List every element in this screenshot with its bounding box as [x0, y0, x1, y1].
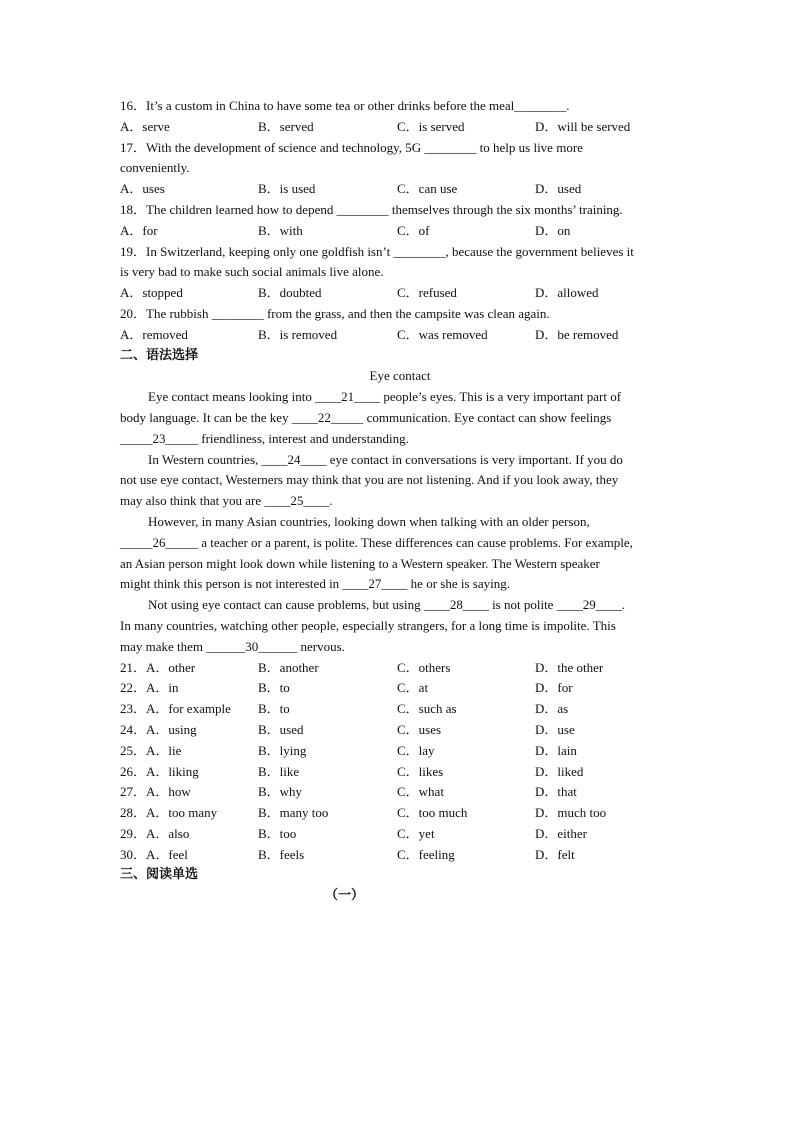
mc-question-20	[120, 304, 680, 346]
option-d: D．lain	[535, 742, 577, 758]
option-d: D．use	[535, 721, 575, 737]
option-b: B．is used	[258, 181, 316, 197]
question-number: 22．	[120, 680, 147, 696]
passage-line: may make them ______30______ nervous.	[120, 638, 345, 654]
option-c: C．was removed	[397, 326, 488, 342]
passage-line: might think this person is not interested in ____27____ he or she is saying.	[120, 576, 510, 592]
worksheet-page	[120, 96, 680, 907]
section-heading-grammar: 二、语法选择	[120, 347, 199, 363]
option-a	[120, 845, 188, 866]
option-d: D．as	[535, 701, 569, 717]
option-c: C．such as	[397, 701, 457, 717]
option-c: C．at	[397, 680, 429, 696]
option-d: D．felt	[535, 846, 575, 862]
question-number: 23．	[120, 701, 147, 717]
option-c: C．refused	[397, 285, 457, 301]
mc-question-16	[120, 96, 680, 138]
question-number: 29．	[120, 825, 147, 841]
passage-line: In many countries, watching other people, especially strangers, for a long time is impolite. This	[120, 617, 616, 633]
passage-line: body language. It can be the key ____22_____ communication. Eye contact can show feelings	[120, 409, 612, 425]
option-c: C．is served	[397, 118, 465, 134]
question-stem: 18．The children learned how to depend ________ themselves through the six months’ training.	[120, 201, 623, 217]
option-text: A．in	[146, 680, 179, 696]
option-text: A．for example	[146, 701, 231, 717]
grammar-question-row	[120, 762, 680, 783]
option-text: A．too many	[146, 805, 218, 821]
option-a	[120, 824, 189, 845]
passage-line: may also think that you are ____25____.	[120, 493, 333, 509]
option-text: A．feel	[146, 846, 188, 862]
question-number: 26．	[120, 763, 147, 779]
option-b: B．another	[258, 659, 319, 675]
option-b: B．is removed	[258, 326, 338, 342]
options-row	[120, 117, 680, 138]
option-d: D．that	[535, 784, 577, 800]
options-row	[120, 221, 680, 242]
grammar-question-row	[120, 782, 680, 803]
option-a	[120, 720, 197, 741]
question-stem: 17．With the development of science and technology, 5G ________ to help us live more	[120, 139, 583, 155]
option-b: B．too	[258, 825, 297, 841]
grammar-question-row	[120, 845, 680, 866]
mc-question-19	[120, 242, 680, 304]
mc-question-17	[120, 138, 680, 200]
option-a	[120, 803, 217, 824]
option-d: D．on	[535, 222, 571, 238]
option-d: D．either	[535, 825, 587, 841]
question-number: 30．	[120, 846, 147, 862]
grammar-question-row	[120, 658, 680, 679]
option-a: A．uses	[120, 181, 165, 197]
question-stem: 16．It’s a custom in China to have some tea or other drinks before the meal________.	[120, 98, 570, 113]
option-b: B．with	[258, 222, 303, 238]
question-stem: 19．In Switzerland, keeping only one goldfish isn’t ________, because the government believes it	[120, 243, 634, 259]
question-stem-continued: conveniently.	[120, 160, 190, 176]
option-a: A．for	[120, 222, 158, 238]
options-row	[120, 179, 680, 200]
option-a	[120, 741, 181, 762]
option-c: C．what	[397, 784, 444, 800]
reading-subsection-label: （一）	[325, 888, 365, 904]
option-d: D．used	[535, 181, 582, 197]
question-stem-continued: is very bad to make such social animals live alone.	[120, 264, 384, 280]
option-c: C．yet	[397, 825, 435, 841]
option-b: B．feels	[258, 846, 305, 862]
grammar-answer-options	[120, 658, 680, 866]
option-c: C．others	[397, 659, 451, 675]
option-b: B．to	[258, 701, 290, 717]
option-d: D．be removed	[535, 326, 619, 342]
option-a: A．removed	[120, 326, 188, 342]
option-c: C．of	[397, 222, 430, 238]
option-d: D．allowed	[535, 285, 599, 301]
passage-line: an Asian person might look down while listening to a Western speaker. The Western speaker	[120, 555, 600, 571]
option-c: C．lay	[397, 742, 435, 758]
option-b: B．doubted	[258, 285, 322, 301]
option-b: B．lying	[258, 742, 307, 758]
options-row	[120, 325, 680, 346]
option-a: A．stopped	[120, 285, 183, 301]
mc-question-18	[120, 200, 680, 242]
question-number: 24．	[120, 721, 147, 737]
option-a: A．serve	[120, 118, 170, 134]
grammar-question-row	[120, 803, 680, 824]
option-a	[120, 658, 195, 679]
grammar-question-row	[120, 720, 680, 741]
options-row	[120, 283, 680, 304]
passage-line: Eye contact means looking into ____21____ people’s eyes. This is a very important part of	[148, 389, 622, 405]
option-text: A．liking	[146, 763, 199, 779]
grammar-question-row	[120, 824, 680, 845]
option-b: B．why	[258, 784, 303, 800]
grammar-question-row	[120, 741, 680, 762]
passage-title: Eye contact	[369, 368, 431, 384]
grammar-question-row	[120, 678, 680, 699]
option-text: A．how	[146, 784, 191, 800]
option-d: D．the other	[535, 659, 604, 675]
question-number: 25．	[120, 742, 147, 758]
option-b: B．served	[258, 118, 314, 134]
question-stem: 20．The rubbish ________ from the grass, and then the campsite was clean again.	[120, 305, 550, 321]
option-d: D．for	[535, 680, 573, 696]
option-text: A．other	[146, 659, 196, 675]
passage-body	[120, 387, 680, 657]
section-heading-reading: 三、阅读单选	[120, 867, 199, 883]
option-b: B．used	[258, 721, 304, 737]
option-a	[120, 782, 191, 803]
passage-line: _____23_____ friendliness, interest and understanding.	[120, 430, 409, 446]
option-c: C．feeling	[397, 846, 455, 862]
passage-line: However, in many Asian countries, looking down when talking with an older person,	[148, 513, 590, 529]
question-number: 21．	[120, 659, 147, 675]
option-d: D．liked	[535, 763, 584, 779]
question-number: 27．	[120, 784, 147, 800]
option-c: C．likes	[397, 763, 444, 779]
option-a	[120, 678, 179, 699]
option-c: C．too much	[397, 805, 468, 821]
option-b: B．like	[258, 763, 300, 779]
option-d: D．will be served	[535, 118, 631, 134]
option-d: D．much too	[535, 805, 607, 821]
passage-line: _____26_____ a teacher or a parent, is polite. These differences can cause problems. For example,	[120, 534, 633, 550]
option-c: C．uses	[397, 721, 442, 737]
option-b: B．many too	[258, 805, 329, 821]
option-text: A．also	[146, 825, 190, 841]
passage-line: In Western countries, ____24____ eye contact in conversations is very important. If you do	[148, 451, 623, 467]
option-b: B．to	[258, 680, 290, 696]
passage-line: Not using eye contact can cause problems, but using ____28____ is not polite ____29____.	[148, 597, 625, 613]
option-a	[120, 699, 231, 720]
question-number: 28．	[120, 805, 147, 821]
option-text: A．using	[146, 721, 197, 737]
option-c: C．can use	[397, 181, 458, 197]
option-text: A．lie	[146, 742, 182, 758]
passage-line: not use eye contact, Westerners may think that you are not listening. And if you look away, they	[120, 472, 619, 488]
grammar-question-row	[120, 699, 680, 720]
option-a	[120, 762, 199, 783]
